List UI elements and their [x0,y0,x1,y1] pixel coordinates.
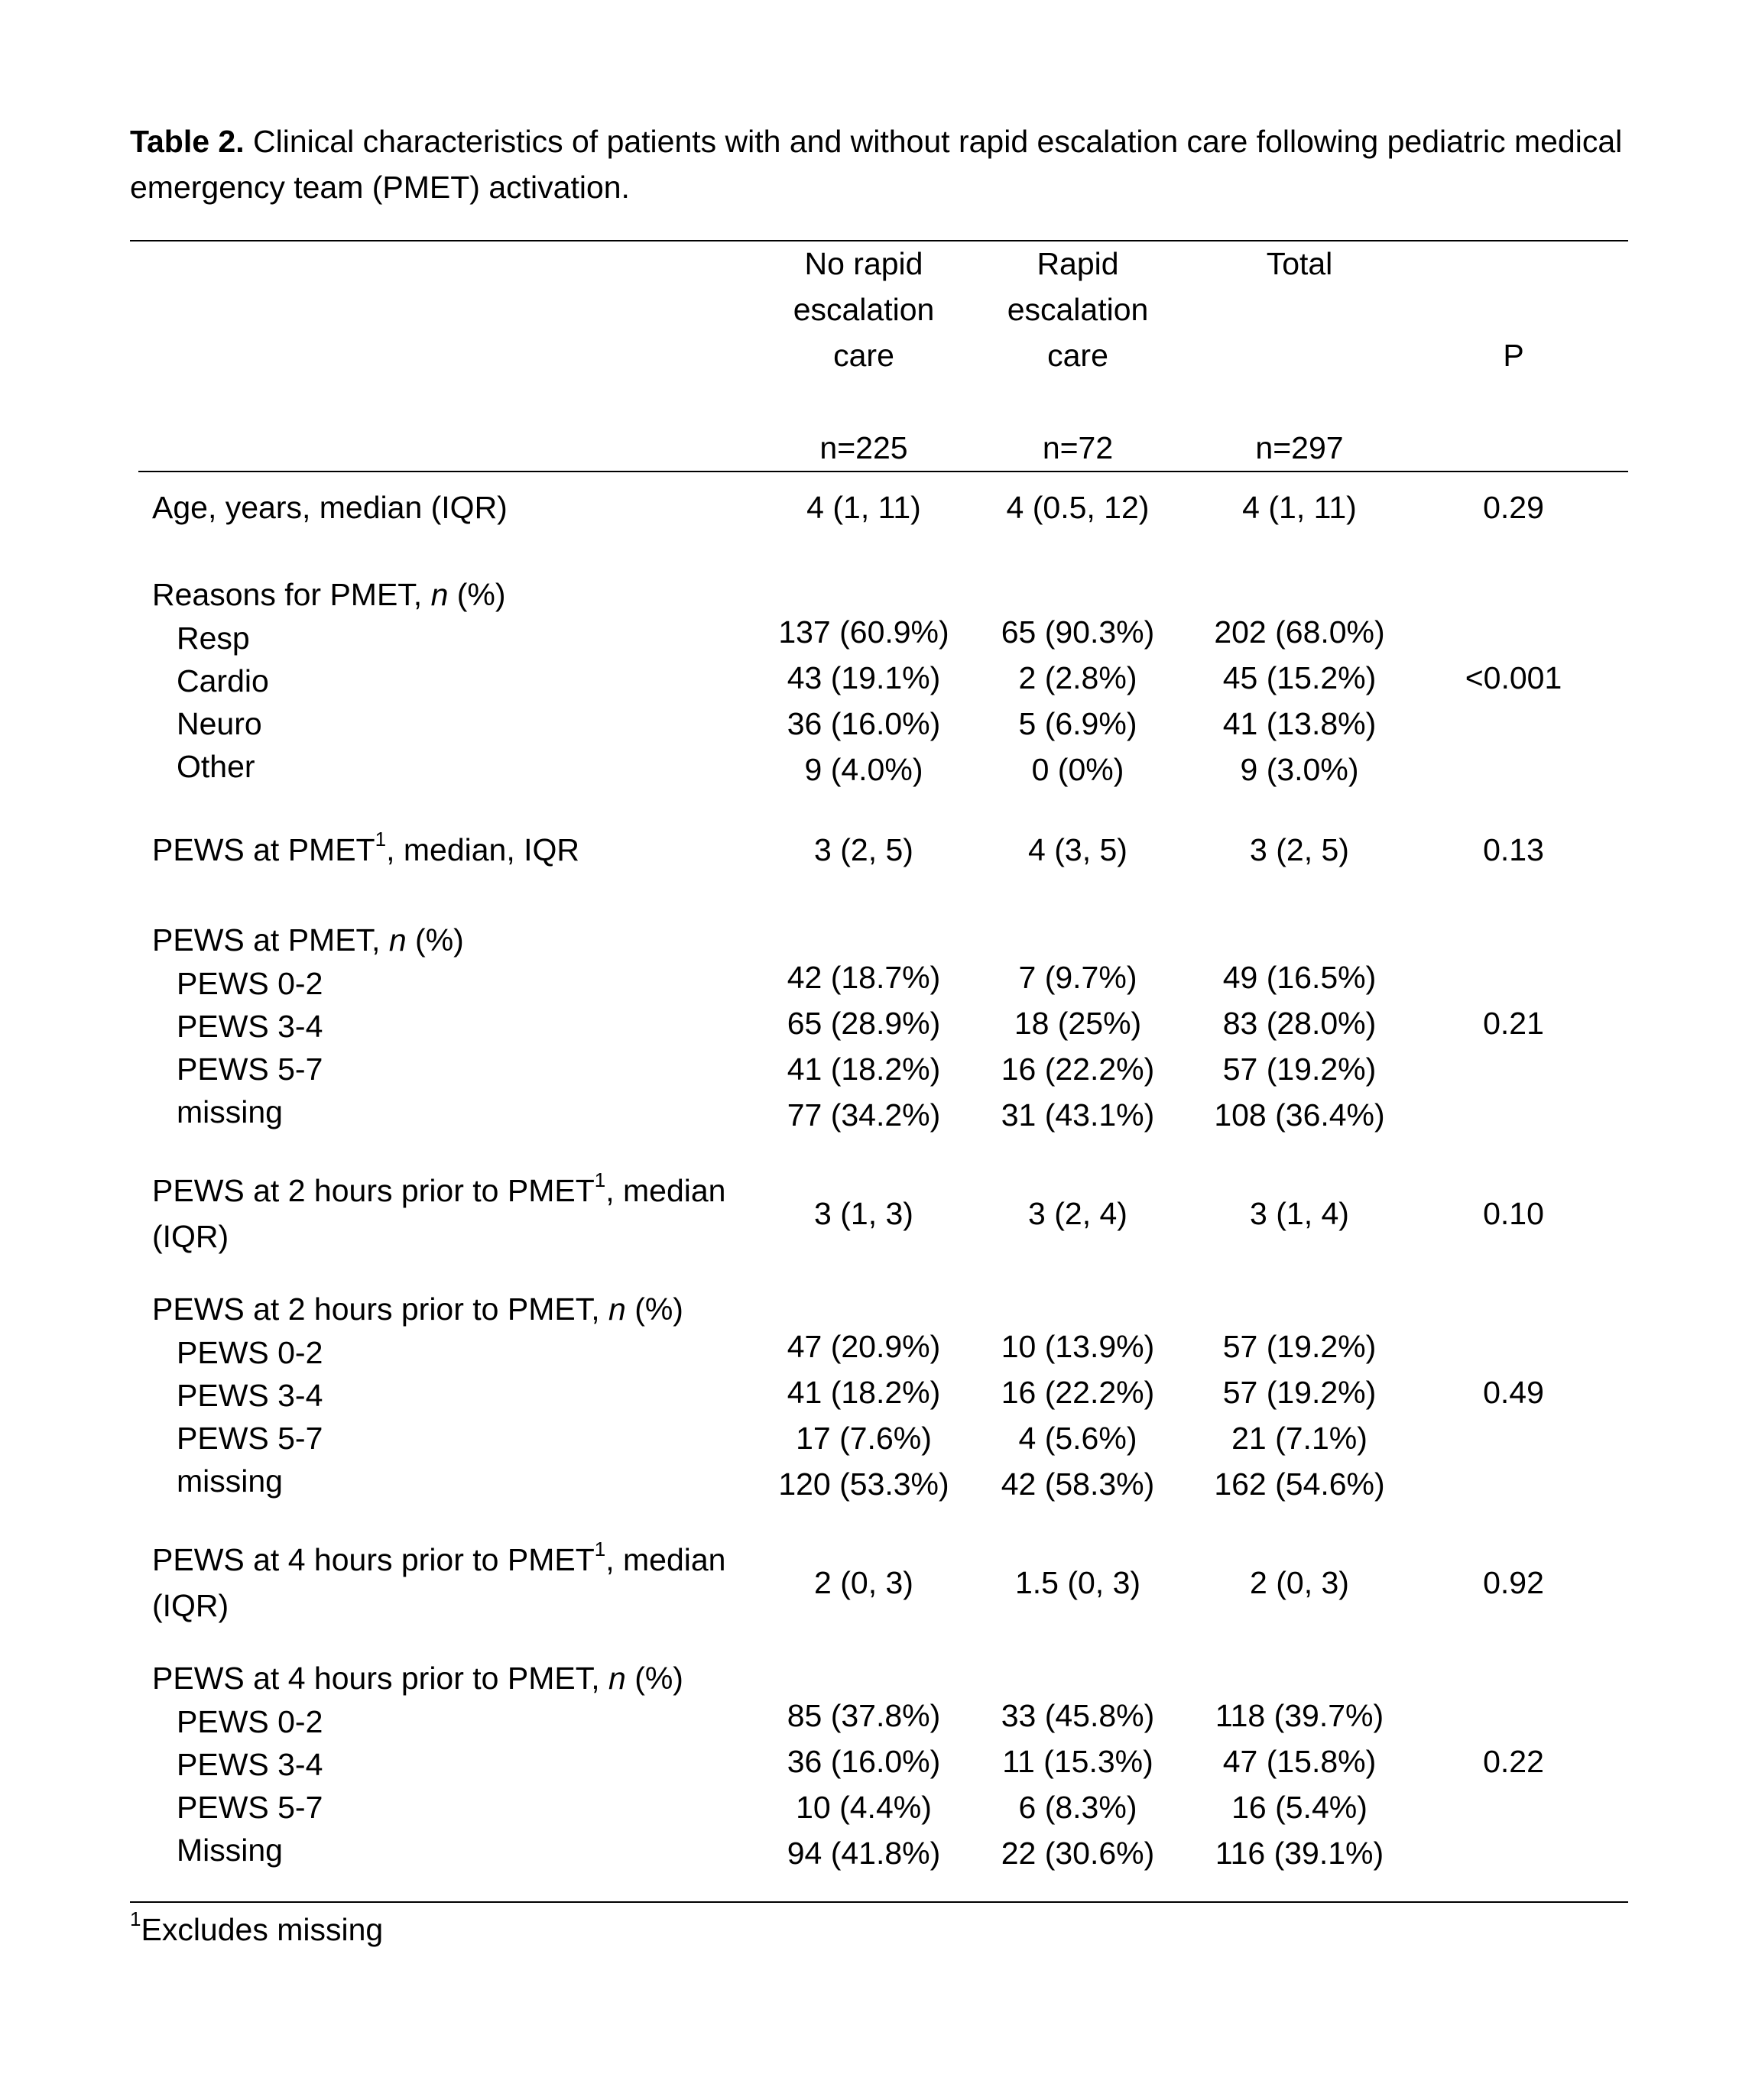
table-number: Table 2. [130,124,245,159]
cell-value: 42 (18.7%) [787,960,941,995]
cell-value: 4 (0.5, 12) [1006,490,1150,525]
cell-value: 2 (0, 3) [814,1565,913,1600]
cell-value: 22 (30.6%) [1001,1836,1155,1871]
cell-value: 4 (3, 5) [1028,832,1127,867]
cell-p-value: 0.29 [1483,490,1544,525]
cell-value: 2 (0, 3) [1250,1565,1349,1600]
sub-label: Cardio [177,663,269,698]
cell-value: 49 (16.5%) [1222,960,1377,995]
cell-value: 41 (18.2%) [787,1375,941,1410]
cell-value: 33 (45.8%) [1001,1698,1155,1733]
cell-value: 43 (19.1%) [787,660,941,695]
sub-label: PEWS 3-4 [177,1009,323,1044]
cell-value: 41 (18.2%) [787,1052,941,1087]
sub-label: PEWS 0-2 [177,966,323,1001]
header-total: Total [1266,246,1333,281]
cell-value: 16 (22.2%) [1001,1052,1155,1087]
cell-p-value: 0.10 [1483,1196,1544,1231]
header-rule [138,471,1628,472]
sub-label: Missing [177,1833,283,1868]
cell-p-value: 0.21 [1483,1006,1544,1041]
cell-value: 137 (60.9%) [778,614,949,650]
row-label-pews4-cat: PEWS at 4 hours prior to PMET, n (%) [152,1661,683,1696]
cell-value: 162 (54.6%) [1214,1466,1385,1502]
cell-value: 18 (25%) [1014,1006,1142,1041]
cell-p-value: 0.22 [1483,1744,1544,1779]
cell-value: 36 (16.0%) [787,706,941,741]
caption-text: Clinical characteristics of patients with and without rapid escalation care following pediatric medical emergency team (PMET) activation. [130,124,1623,205]
cell-value: 10 (13.9%) [1001,1329,1155,1364]
cell-value: 57 (19.2%) [1222,1375,1377,1410]
header-n-total: n=297 [1255,430,1344,465]
cell-value: 3 (1, 3) [814,1196,913,1231]
cell-value: 42 (58.3%) [1001,1466,1155,1502]
cell-value: 4 (1, 11) [1242,490,1357,525]
cell-value: 47 (20.9%) [787,1329,941,1364]
table-caption [130,118,1628,210]
cell-value: 10 (4.4%) [796,1790,932,1825]
bottom-rule [130,1901,1628,1903]
cell-value: 7 (9.7%) [1018,960,1137,995]
cell-value: 16 (5.4%) [1231,1790,1368,1825]
cell-value: 45 (15.2%) [1222,660,1377,695]
row-label-reasons: Reasons for PMET, n (%) [152,577,506,612]
cell-value: 3 (1, 4) [1250,1196,1349,1231]
row-label-pews-cat: PEWS at PMET, n (%) [152,922,464,958]
cell-value: 9 (4.0%) [804,752,923,787]
cell-p-value: 0.92 [1483,1565,1544,1600]
sub-label: PEWS 3-4 [177,1747,323,1782]
cell-value: 47 (15.8%) [1222,1744,1377,1779]
cell-p-value: <0.001 [1465,660,1562,695]
sub-label: PEWS 5-7 [177,1052,323,1087]
cell-value: 6 (8.3%) [1018,1790,1137,1825]
cell-value: 85 (37.8%) [787,1698,941,1733]
sub-label: PEWS 5-7 [177,1421,323,1456]
cell-value: 3 (2, 5) [1250,832,1349,867]
header-rapid: Rapid escalation care [1007,246,1149,373]
header-p: P [1503,338,1524,373]
row-label-pews-median: PEWS at PMET$^1$, median, IQR [152,828,580,867]
sub-label: PEWS 3-4 [177,1378,323,1413]
cell-value: 57 (19.2%) [1222,1329,1377,1364]
cell-value: 118 (39.7%) [1215,1698,1384,1733]
header-no-rapid: No rapid escalation care [793,246,935,373]
row-label-pews2-median: PEWS at 2 hours prior to PMET$^1$, median (IQR) [152,1168,726,1254]
cell-value: 3 (2, 4) [1028,1196,1127,1231]
cell-value: 4 (1, 11) [806,490,921,525]
sub-label: Resp [177,621,250,656]
sub-label: PEWS 0-2 [177,1704,323,1739]
cell-value: 9 (3.0%) [1240,752,1359,787]
cell-value: 21 (7.1%) [1231,1421,1368,1456]
cell-value: 83 (28.0%) [1222,1006,1377,1041]
cell-value: 36 (16.0%) [787,1744,941,1779]
cell-p-value: 0.49 [1483,1375,1544,1410]
cell-value: 65 (90.3%) [1001,614,1155,650]
cell-value: 0 (0%) [1031,752,1124,787]
cell-value: 16 (22.2%) [1001,1375,1155,1410]
sub-label: missing [177,1094,283,1129]
cell-value: 17 (7.6%) [796,1421,932,1456]
cell-p-value: 0.13 [1483,832,1544,867]
header-n-no-rapid: n=225 [819,430,908,465]
row-label-pews2-cat: PEWS at 2 hours prior to PMET, n (%) [152,1291,683,1327]
cell-value: 41 (13.8%) [1222,706,1377,741]
footnote: $^1$Excludes missing [130,1907,384,1947]
cell-value: 57 (19.2%) [1222,1052,1377,1087]
cell-value: 77 (34.2%) [787,1097,941,1133]
cell-value: 120 (53.3%) [778,1466,949,1502]
cell-value: 11 (15.3%) [1002,1744,1153,1779]
cell-value: 3 (2, 5) [814,832,913,867]
cell-value: 65 (28.9%) [787,1006,941,1041]
cell-value: 108 (36.4%) [1214,1097,1385,1133]
cell-value: 202 (68.0%) [1214,614,1385,650]
cell-value: 5 (6.9%) [1018,706,1137,741]
row-label-age: Age, years, median (IQR) [152,490,508,525]
sub-label: Other [177,749,255,784]
cell-value: 2 (2.8%) [1018,660,1137,695]
sub-label: PEWS 0-2 [177,1335,323,1370]
header-n-rapid: n=72 [1042,430,1114,465]
sub-label: Neuro [177,706,262,741]
cell-value: 116 (39.1%) [1215,1836,1384,1871]
cell-value: 4 (5.6%) [1018,1421,1137,1456]
sub-label: missing [177,1463,283,1499]
sub-label: PEWS 5-7 [177,1790,323,1825]
cell-value: 31 (43.1%) [1001,1097,1155,1133]
cell-value: 94 (41.8%) [787,1836,941,1871]
row-label-pews4-median: PEWS at 4 hours prior to PMET$^1$, median (IQR) [152,1538,726,1623]
cell-value: 1.5 (0, 3) [1014,1565,1141,1600]
